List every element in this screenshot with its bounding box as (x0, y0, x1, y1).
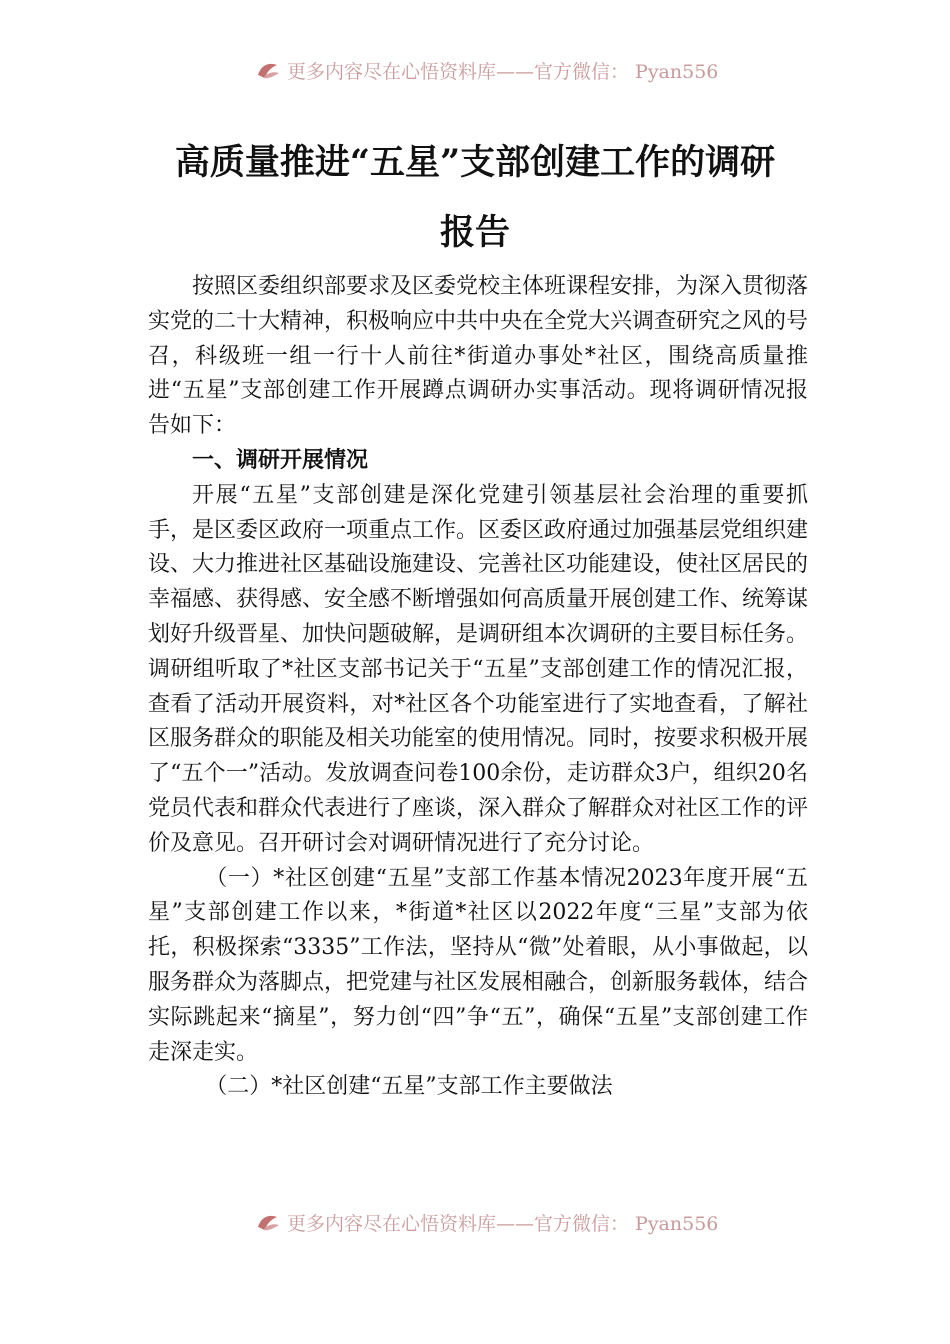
document-body (148, 270, 808, 1105)
section-heading-1: 一、调研开展情况 (192, 447, 369, 473)
watermark-bottom (255, 1208, 755, 1236)
watermark-text: 更多内容尽在心悟资料库——官方微信： Pyan556 (287, 1212, 719, 1235)
subsection-1-paragraph: （一）*社区创建“五星”支部工作基本情况2023年度开展“五星”支部创建工作以来，*街道*社区以2022年度“三星”支部为依托，积极探索“3335”工作法，坚持从“微”处着眼，从小事做起，以服务群众为落脚点，把党建与社区发展相融合，创新服务载体，结合实际跳起来“摘星”，努力创“四”争“五”，确保“五星”支部创建工作走深走实。 (148, 865, 809, 1065)
intro-paragraph: 按照区委组织部要求及区委党校主体班课程安排，为深入贯彻落实党的二十大精神，积极响应中共中央在全党大兴调查研究之风的号召，科级班一组一行十人前往*街道办事处*社区，围绕高质量推进“五星”支部创建工作开展蹲点调研办实事活动。现将调研情况报告如下： (148, 274, 809, 439)
watermark-text: 更多内容尽在心悟资料库——官方微信： Pyan556 (287, 60, 719, 83)
section1-paragraph: 开展“五星”支部创建是深化党建引领基层社会治理的重要抓手，是区委区政府一项重点工作。区委区政府通过加强基层党组织建设、大力推进社区基础设施建设、完善社区功能建设，使社区居民的幸福感、获得感、安全感不断增强如何高质量开展创建工作、统筹谋划好升级晋星、加快问题破解，是调研组本次调研的主要目标任务。调研组听取了*社区支部书记关于“五星”支部创建工作的情况汇报，查看了活动开展资料，对*社区各个功能室进行了实地查看，了解社区服务群众的职能及相关功能室的使用情况。同时，按要求积极开展了“五个一”活动。发放调查问卷100余份，走访群众3户，组织20名党员代表和群众代表进行了座谈，深入群众了解群众对社区工作的评价及意见。召开研讨会对调研情况进行了充分讨论。 (148, 482, 809, 856)
logo-icon (255, 59, 281, 81)
document-title-line1: 高质量推进“五星”支部创建工作的调研 (174, 142, 776, 183)
watermark-top (255, 56, 755, 84)
document-title-line2: 报告 (439, 212, 510, 253)
subsection-2-heading: （二）*社区创建“五星”支部工作主要做法 (205, 1074, 613, 1100)
logo-icon (255, 1211, 281, 1233)
